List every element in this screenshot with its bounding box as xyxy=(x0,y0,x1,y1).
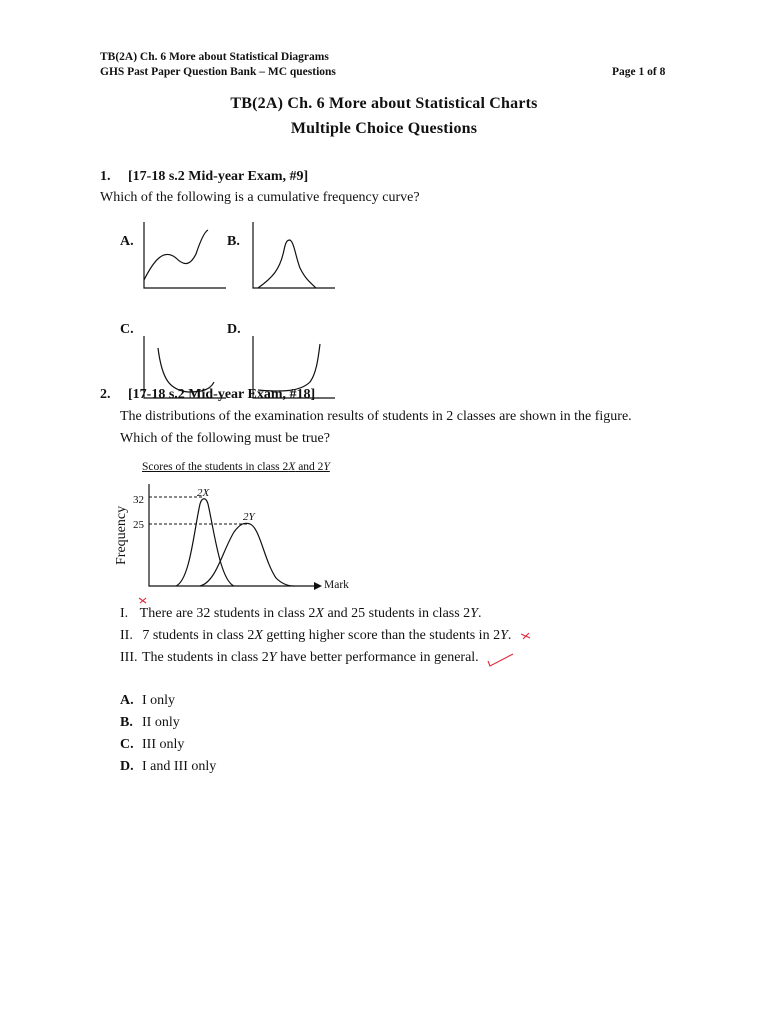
q2-question-line1: The distributions of the examination results of students in 2 classes are shown in the figure. xyxy=(120,409,632,424)
q2-statement-i xyxy=(120,606,481,622)
header-question-bank: GHS Past Paper Question Bank – MC questions xyxy=(100,66,336,78)
q2-figure-ylabel: Frequency xyxy=(114,505,129,565)
header-page-number: Page 1 of 8 xyxy=(612,66,666,78)
header-chapter: TB(2A) Ch. 6 More about Statistical Diagrams xyxy=(100,51,329,63)
pen-mark-tick xyxy=(487,652,515,668)
q2-option-a-letter: A. xyxy=(120,693,134,708)
q1-source: [17-18 s.2 Mid-year Exam, #9] xyxy=(128,169,309,184)
q1-option-a-label: A. xyxy=(120,234,134,249)
q2-ytick-25: 25 xyxy=(133,519,144,531)
q2-number: 2. xyxy=(100,387,111,402)
q2-option-c-letter: C. xyxy=(120,737,134,752)
q2-curve-label-2x: 2X xyxy=(197,487,210,499)
q2-statement-i-num: I. xyxy=(120,606,129,621)
q2-option-c[interactable] xyxy=(120,737,184,753)
page-subtitle: Multiple Choice Questions xyxy=(290,120,478,137)
q2-curve-2x xyxy=(176,499,234,586)
q1-option-c-label: C. xyxy=(120,322,134,337)
q2-curve-label-2y: 2Y xyxy=(243,511,255,523)
q1-option-d-label: D. xyxy=(227,322,241,337)
q1-number: 1. xyxy=(100,169,111,184)
q2-source: [17-18 s.2 Mid-year Exam, #18] xyxy=(128,387,316,402)
q2-option-d[interactable] xyxy=(120,759,216,775)
q2-statement-ii-text: 7 students in class 2X getting higher score than the students in 2Y. xyxy=(142,628,512,643)
pen-mark-cross-small xyxy=(138,596,150,606)
q2-statement-ii xyxy=(120,628,511,644)
q1-question: Which of the following is a cumulative frequency curve? xyxy=(100,190,420,205)
q1-graph-b xyxy=(250,220,340,292)
q1-option-b-label: B. xyxy=(227,234,240,249)
q2-ytick-32: 32 xyxy=(133,494,144,506)
q2-x-arrow xyxy=(314,582,322,590)
q2-question-line2: Which of the following must be true? xyxy=(120,431,330,446)
q2-figure-title: Scores of the students in class 2X and 2Y xyxy=(142,461,330,473)
q2-option-d-text: I and III only xyxy=(142,759,217,774)
q2-statement-iii-num: III. xyxy=(120,650,138,665)
q2-option-d-letter: D. xyxy=(120,759,134,774)
q2-option-a[interactable] xyxy=(120,693,175,709)
q2-option-c-text: III only xyxy=(142,737,185,752)
q2-option-b-text: II only xyxy=(142,715,180,730)
q2-statement-iii-text: The students in class 2Y have better performance in general. xyxy=(142,650,479,665)
page-title: TB(2A) Ch. 6 More about Statistical Charts xyxy=(230,95,538,112)
q2-figure-xlabel: Mark xyxy=(324,579,349,591)
pen-mark-cross xyxy=(520,631,532,641)
q1-graph-a xyxy=(140,220,230,292)
q2-option-b-letter: B. xyxy=(120,715,133,730)
q2-option-a-text: I only xyxy=(142,693,176,708)
q2-statement-ii-num: II. xyxy=(120,628,133,643)
q2-option-b[interactable] xyxy=(120,715,180,731)
q2-statement-iii xyxy=(120,650,479,666)
q2-axes xyxy=(149,484,320,586)
q2-distribution-figure xyxy=(140,480,330,592)
q2-statement-i-text: There are 32 students in class 2X and 25 students in class 2Y. xyxy=(139,606,482,621)
